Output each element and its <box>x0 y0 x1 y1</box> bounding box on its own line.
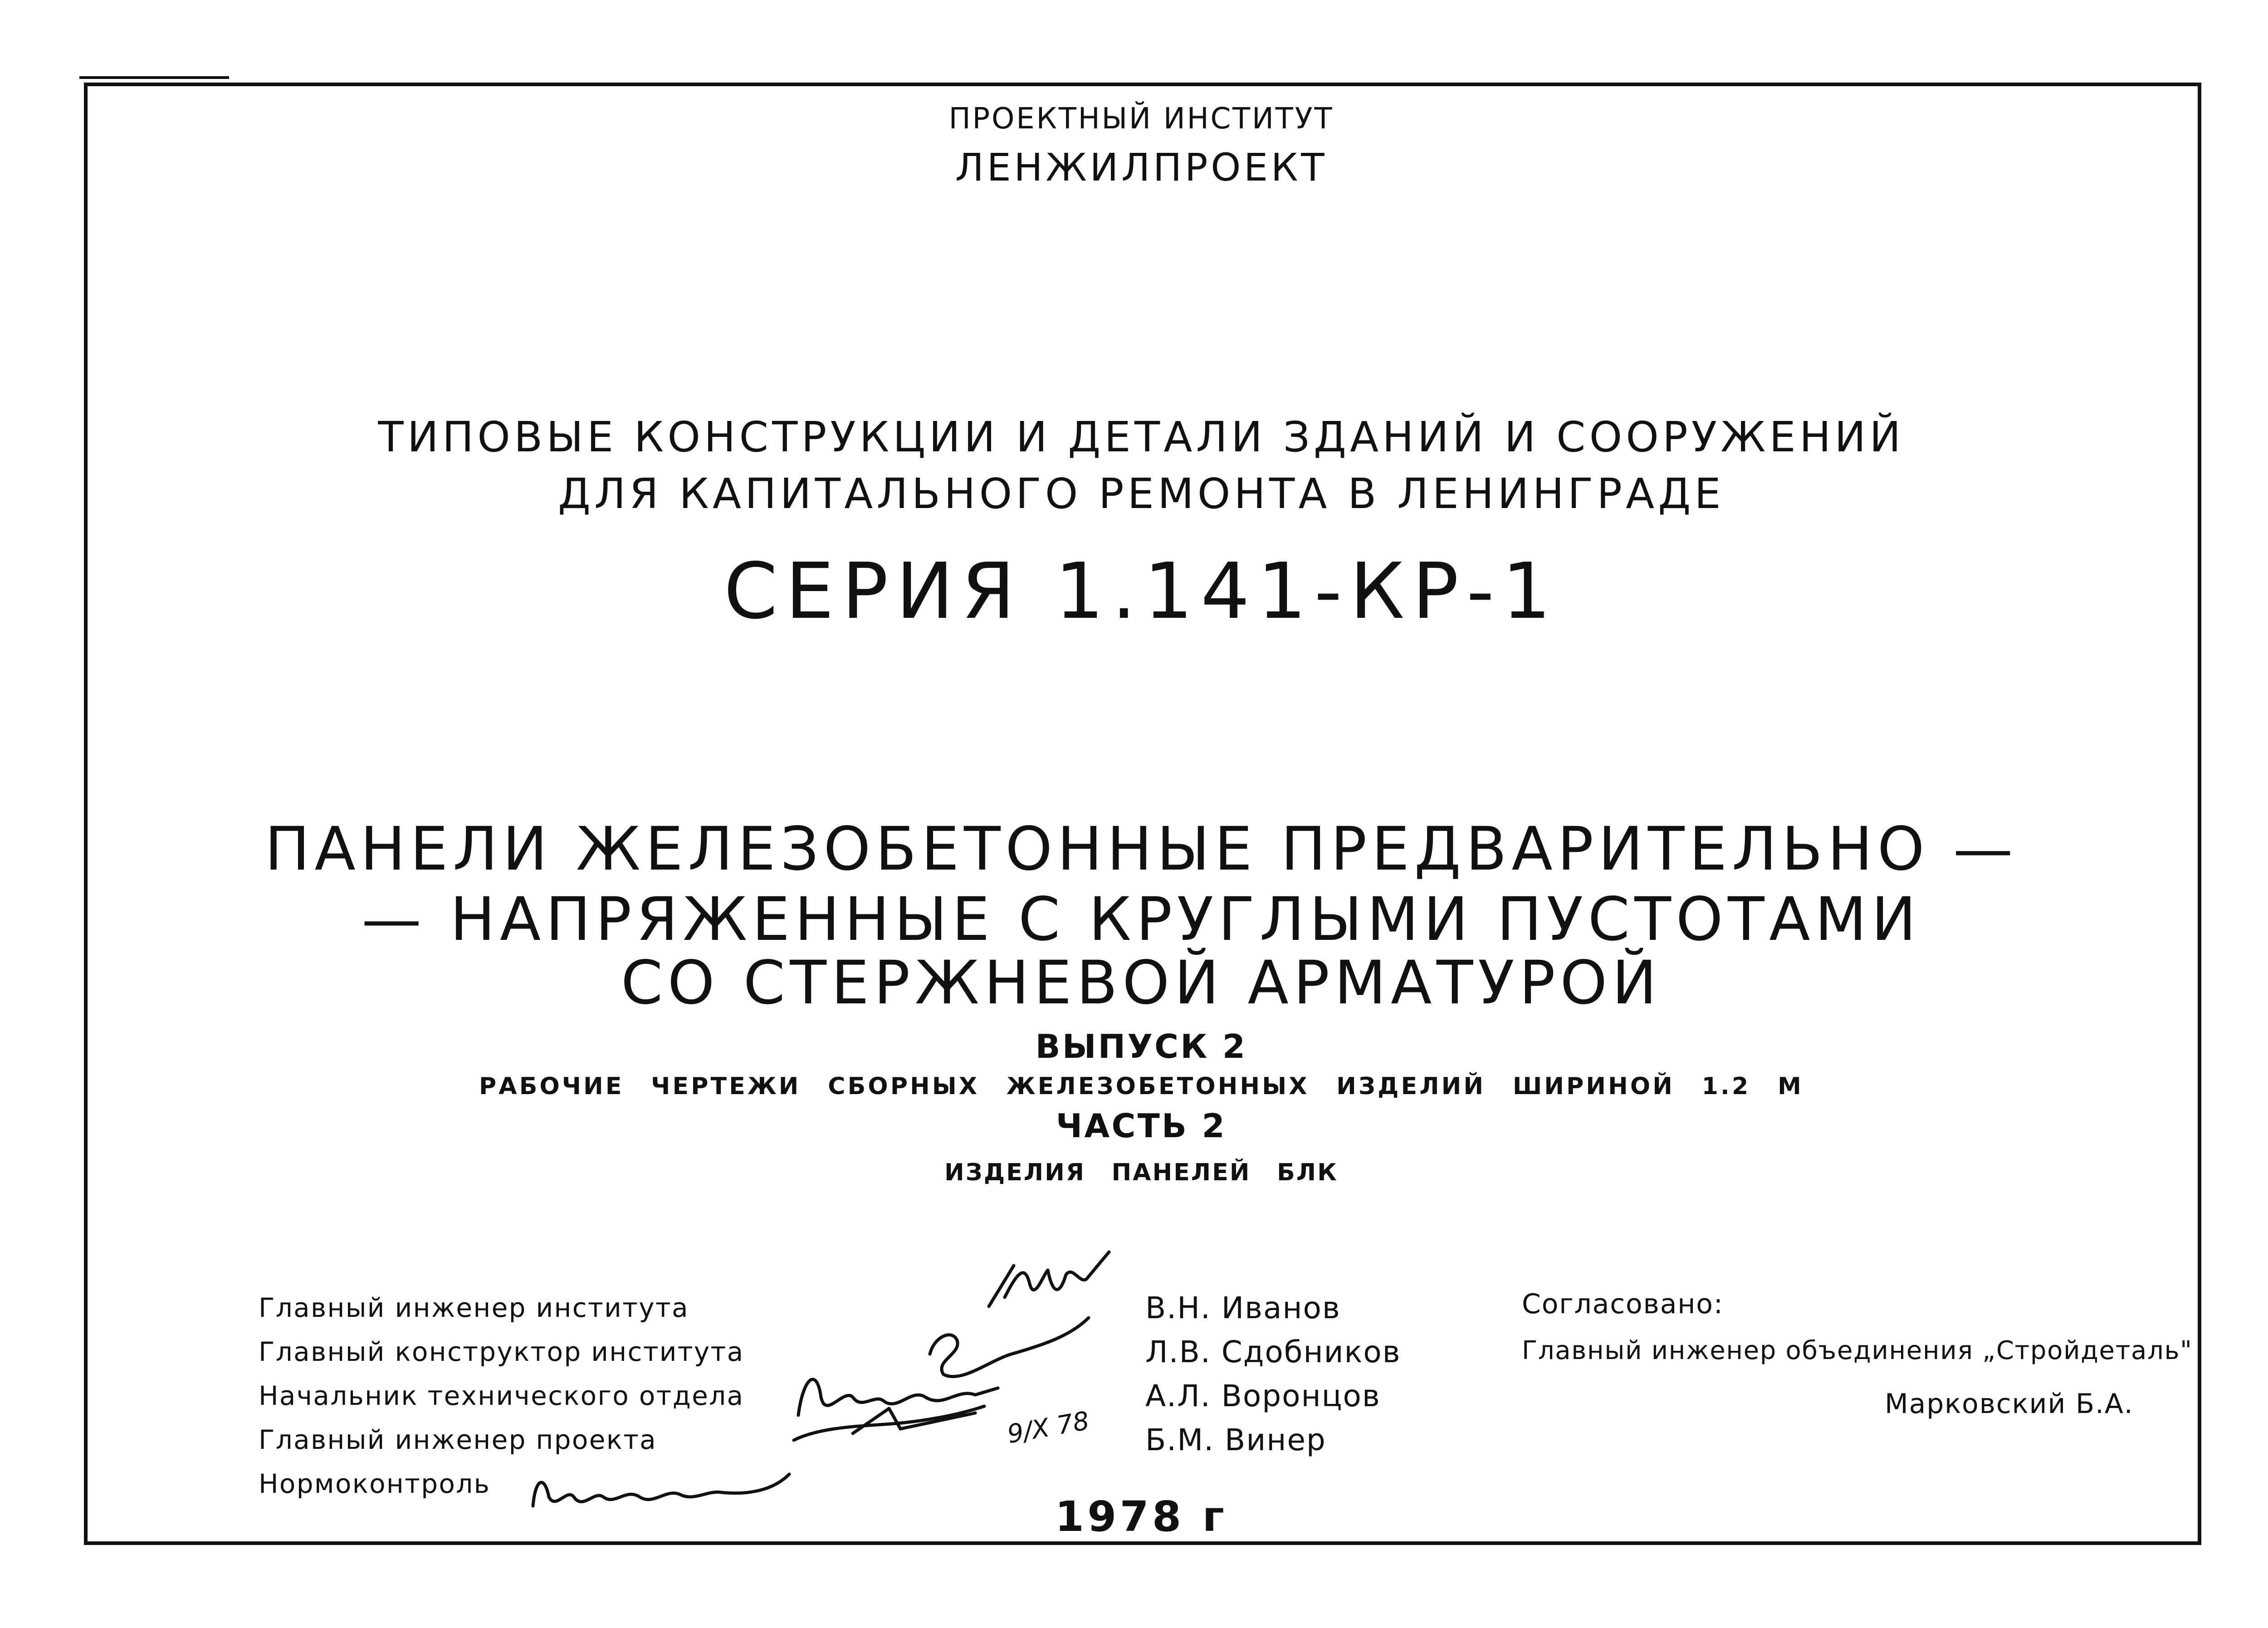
product-line-2: — НАПРЯЖЕННЫЕ С КРУГЛЫМИ ПУСТОТАМИ <box>362 885 1921 954</box>
approval-role: Главный инженер объединения „Стройдеталь" <box>1522 1336 2193 1365</box>
signatory-roles <box>259 1286 744 1506</box>
institute-name: ЛЕНЖИЛПРОЕКТ <box>955 145 1328 190</box>
name-viner: Б.М. Винер <box>1145 1423 1326 1457</box>
handwritten-date: 9/X 78 <box>1005 1406 1092 1450</box>
role-norm-control: Нормоконтроль <box>259 1468 491 1499</box>
approval-name: Марковский Б.А. <box>1885 1388 2134 1420</box>
title-line-2: ДЛЯ КАПИТАЛЬНОГО РЕМОНТА В ЛЕНИНГРАДЕ <box>558 469 1725 518</box>
series-number: СЕРИЯ 1.141-КР-1 <box>723 547 1559 636</box>
signatory-names <box>1145 1286 1401 1462</box>
approval-label: Согласовано: <box>1522 1288 1724 1320</box>
name-vorontsov: А.Л. Воронцов <box>1145 1379 1381 1413</box>
role-chief-designer: Главный конструктор института <box>259 1336 744 1367</box>
issue-description: РАБОЧИЕ ЧЕРТЕЖИ СБОРНЫХ ЖЕЛЕЗОБЕТОННЫХ ИЗДЕЛИЙ ШИРИНОЙ 1.2 М <box>479 1073 1804 1100</box>
part-description: ИЗДЕЛИЯ ПАНЕЛЕЙ БЛК <box>944 1159 1338 1186</box>
issue-label: ВЫПУСК 2 <box>1035 1027 1247 1066</box>
product-line-1: ПАНЕЛИ ЖЕЛЕЗОБЕТОННЫЕ ПРЕДВАРИТЕЛЬНО — <box>264 814 2018 884</box>
role-chief-project-engineer: Главный инженер проекта <box>259 1424 657 1455</box>
part-label: ЧАСТЬ 2 <box>1056 1107 1227 1145</box>
product-line-3: СО СТЕРЖНЕВОЙ АРМАТУРОЙ <box>621 948 1662 1018</box>
role-chief-engineer: Главный инженер института <box>259 1292 689 1323</box>
role-head-technical-dept: Начальник технического отдела <box>259 1380 744 1411</box>
year: 1978 г <box>1055 1492 1228 1541</box>
top-rule <box>79 76 229 79</box>
institute-label: ПРОЕКТНЫЙ ИНСТИТУТ <box>948 102 1334 136</box>
name-sdobnikov: Л.В. Сдобников <box>1145 1335 1401 1369</box>
name-ivanov: В.Н. Иванов <box>1145 1291 1341 1325</box>
title-line-1: ТИПОВЫЕ КОНСТРУКЦИИ И ДЕТАЛИ ЗДАНИЙ И СООРУЖЕНИЙ <box>378 413 1905 461</box>
